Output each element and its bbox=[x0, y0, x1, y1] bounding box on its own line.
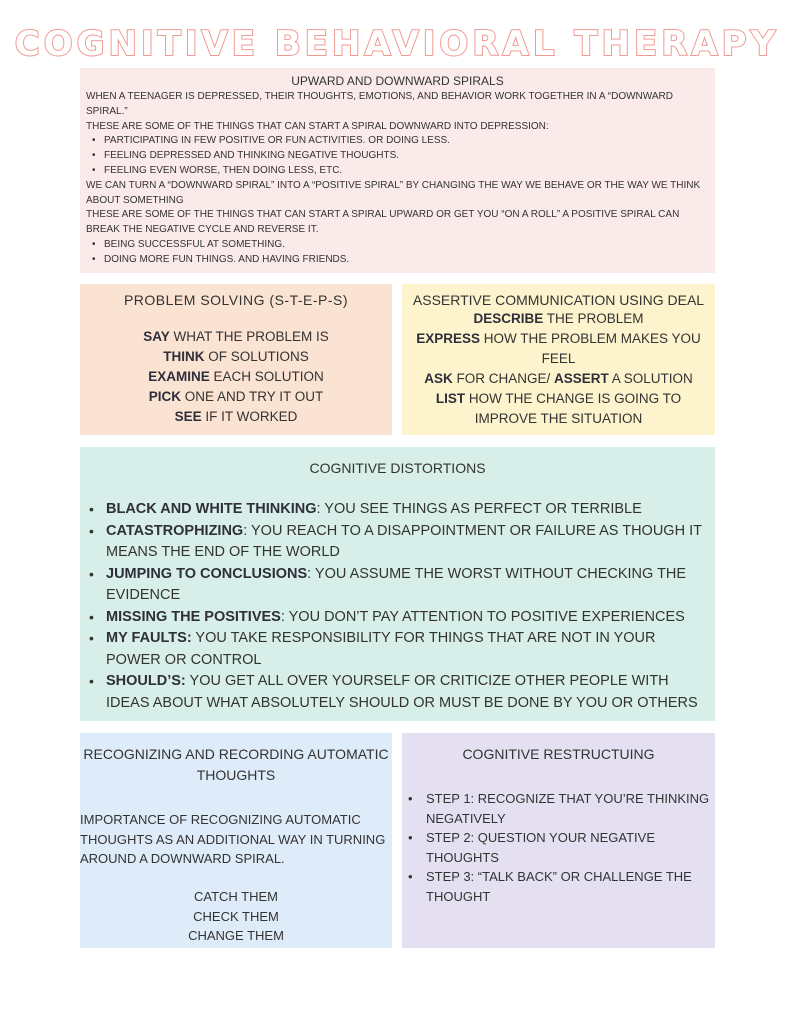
step-keyword: THINK bbox=[163, 349, 205, 364]
action-line: CHANGE THEM bbox=[188, 928, 284, 943]
problem-solving-heading: PROBLEM SOLVING (S-T-E-P-S) bbox=[123, 292, 349, 308]
distortion-name: BLACK AND WHITE THINKING bbox=[106, 501, 317, 517]
deal-keyword: DESCRIBE bbox=[473, 311, 544, 326]
step-keyword: SEE bbox=[174, 409, 202, 424]
list-item bbox=[106, 521, 703, 564]
cognitive-restructuring-section bbox=[402, 733, 715, 948]
deal-keyword: EXPRESS bbox=[416, 331, 480, 346]
distortion-name: SHOULD’S: bbox=[106, 673, 186, 689]
deal-text: HOW THE CHANGE IS GOING TO IMPROVE THE SITUATION bbox=[465, 391, 682, 426]
spirals-heading: UPWARD AND DOWNWARD SPIRALS bbox=[291, 74, 504, 88]
spirals-section bbox=[80, 68, 715, 273]
deal-text: HOW THE PROBLEM MAKES YOU FEEL bbox=[479, 331, 701, 366]
step-keyword: SAY bbox=[143, 329, 170, 344]
page-title: COGNITIVE BEHAVIORAL THERAPY bbox=[14, 24, 780, 64]
restructuring-heading: COGNITIVE RESTRUCTUING bbox=[462, 746, 655, 762]
action-line: CHECK THEM bbox=[193, 908, 279, 924]
deal-keyword: ASSERT bbox=[553, 371, 609, 386]
distortion-text: : YOU SEE THINGS AS PERFECT OR TERRIBLE bbox=[316, 501, 642, 517]
deal-keyword: ASK bbox=[424, 371, 453, 386]
step-keyword: EXAMINE bbox=[148, 369, 210, 384]
distortion-text: YOU GET ALL OVER YOURSELF OR CRITICIZE OTHER PEOPLE WITH IDEAS ABOUT WHAT ABSOLUTELY SHOULD OR MUST BE DONE BY YOU OR OTHERS bbox=[106, 673, 698, 711]
automatic-thoughts-heading: RECOGNIZING AND RECORDING AUTOMATIC THOUGHTS bbox=[83, 746, 389, 783]
deal-text: A SOLUTION bbox=[608, 371, 693, 386]
distortion-name: CATASTROPHIZING bbox=[106, 522, 244, 539]
distortion-name: MY FAULTS: bbox=[106, 630, 192, 646]
automatic-thoughts-actions bbox=[80, 887, 392, 946]
list-item: • STEP 3: “TALK BACK” OR CHALLENGE THE THOUGHT bbox=[426, 867, 711, 906]
restructuring-list bbox=[426, 789, 711, 906]
list-item bbox=[106, 564, 703, 607]
distortion-text: YOU TAKE RESPONSIBILITY FOR THINGS THAT ARE NOT IN YOUR POWER OR CONTROL bbox=[106, 630, 656, 668]
step-line bbox=[80, 387, 392, 407]
deal-line bbox=[402, 329, 715, 369]
spirals-turn: WE CAN TURN A “DOWNWARD SPIRAL” INTO A “POSITIVE SPIRAL” BY CHANGING THE WAY WE BEHAVE OR THE WAY WE THINK ABOUT SOMETHING bbox=[86, 179, 701, 206]
step-keyword: PICK bbox=[148, 389, 181, 404]
automatic-thoughts-paragraph: IMPORTANCE OF RECOGNIZING AUTOMATIC THOUGHTS AS AN ADDITIONAL WAY IN TURNING AROUND A DOWNWARD SPIRAL. bbox=[80, 812, 386, 866]
step-text: WHAT THE PROBLEM IS bbox=[169, 329, 329, 344]
deal-line bbox=[402, 389, 715, 429]
list-item bbox=[106, 671, 703, 714]
deal-line bbox=[402, 309, 715, 329]
step-text: OF SOLUTIONS bbox=[204, 349, 309, 364]
spirals-down-list bbox=[86, 134, 709, 178]
distortions-heading: COGNITIVE DISTORTIONS bbox=[309, 460, 486, 476]
step-line bbox=[80, 367, 392, 387]
step-line bbox=[80, 407, 392, 427]
distortion-text: : YOU DON’T PAY ATTENTION TO POSITIVE EXPERIENCES bbox=[280, 608, 685, 625]
list-item: • STEP 1: RECOGNIZE THAT YOU’RE THINKING NEGATIVELY bbox=[426, 789, 711, 828]
deal-line bbox=[402, 369, 715, 389]
distortions-list bbox=[80, 499, 715, 714]
distortion-text: : YOU REACH TO A DISAPPOINTMENT OR FAILURE AS THOUGH IT MEANS THE END OF THE WORLD bbox=[106, 522, 702, 560]
deal-text: FOR CHANGE/ bbox=[452, 371, 554, 386]
list-item: • STEP 2: QUESTION YOUR NEGATIVE THOUGHTS bbox=[426, 828, 711, 867]
distortion-text: : YOU ASSUME THE WORST WITHOUT CHECKING THE EVIDENCE bbox=[106, 565, 687, 603]
step-text: IF IT WORKED bbox=[201, 409, 298, 424]
list-item: • BEING SUCCESSFUL AT SOMETHING. bbox=[92, 238, 709, 253]
list-item bbox=[106, 628, 703, 671]
list-item: • FEELING EVEN WORSE, THEN DOING LESS, ETC. bbox=[92, 164, 709, 179]
spirals-up-list bbox=[86, 238, 709, 268]
step-text: EACH SOLUTION bbox=[209, 369, 324, 384]
list-item bbox=[106, 499, 703, 521]
list-item bbox=[106, 607, 703, 629]
spirals-up-lead: THESE ARE SOME OF THE THINGS THAT CAN START A SPIRAL UPWARD OR GET YOU “ON A ROLL” A POSITIVE SPIRAL CAN BREAK THE NEGATIVE CYCLE AND REVERSE IT. bbox=[86, 209, 680, 236]
cognitive-distortions-section bbox=[80, 447, 715, 721]
automatic-thoughts-section bbox=[80, 733, 392, 948]
deal-keyword: LIST bbox=[435, 391, 466, 406]
spirals-down-lead: THESE ARE SOME OF THE THINGS THAT CAN START A SPIRAL DOWNWARD INTO DEPRESSION: bbox=[86, 120, 549, 132]
step-line bbox=[80, 347, 392, 367]
step-text: ONE AND TRY IT OUT bbox=[180, 389, 324, 404]
list-item: • PARTICIPATING IN FEW POSITIVE OR FUN ACTIVITIES. OR DOING LESS. bbox=[92, 134, 709, 149]
problem-solving-section bbox=[80, 284, 392, 435]
distortion-name: MISSING THE POSITIVES bbox=[106, 608, 281, 625]
action-line: CATCH THEM bbox=[193, 889, 279, 904]
spirals-intro: WHEN A TEENAGER IS DEPRESSED, THEIR THOUGHTS, EMOTIONS, AND BEHAVIOR WORK TOGETHER IN A “DOWNWARD SPIRAL.” bbox=[86, 91, 673, 117]
distortion-name: JUMPING TO CONCLUSIONS bbox=[106, 565, 308, 582]
deal-text: THE PROBLEM bbox=[543, 311, 644, 326]
assertive-communication-section bbox=[402, 284, 715, 435]
list-item: • DOING MORE FUN THINGS. AND HAVING FRIENDS. bbox=[92, 253, 709, 268]
step-line bbox=[80, 327, 392, 347]
deal-heading: ASSERTIVE COMMUNICATION USING DEAL bbox=[412, 292, 705, 308]
list-item: • FEELING DEPRESSED AND THINKING NEGATIVE THOUGHTS. bbox=[92, 149, 709, 164]
